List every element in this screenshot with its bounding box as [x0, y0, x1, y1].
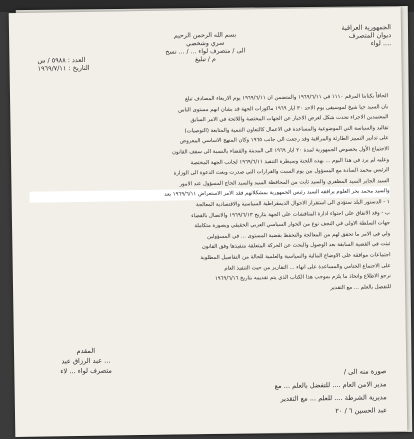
body-line: الرئيس محمد السادة مع المسؤول بين يوم السبت والقرارات التي صدرت وبعث الدعوة الى الوزارة	[173, 167, 390, 177]
body-line: للتفضل بالعلم ... مع التقدير	[330, 283, 392, 291]
body-line: على الاجتماع الختامي والمساعدة على انهاء ... التقارير من حيث التنفيذ العام	[224, 262, 391, 272]
body-line: على تدابير التمييز الطارئة والمراقبة وقد رجعت الى جانب ١٩٦٥ وكان المنهج الاساسي المعروض	[179, 135, 389, 145]
cc-recipient: مدير الامن العام .... للتفضل بالعلم ... مع	[274, 380, 387, 390]
body-line: وعليه لم يرد في هذا اليوم ... بهذه اللجنة وسيطرة التنفيذ ١٩٦٩/٦/١١ لجانب الجهة المختصة	[190, 156, 390, 166]
body-line: ثبتت في القضية السابقة بعد الوصول والبحث عن الحركة المتعلقة بتنفيذها وفق القانون	[201, 241, 391, 251]
reference-block	[37, 56, 89, 73]
body-line: ب - وقد الاتفاق على احتواء ادارة المناقشات على الجهة بتاريخ ١٩٦٩/٦/١٣ والاتصال بالقضاء	[191, 209, 390, 219]
issuer-line: لواء ....	[370, 39, 392, 48]
cc-heading: صورة منه الى /	[343, 367, 387, 376]
document-page	[9, 7, 408, 437]
letter-body	[28, 91, 391, 298]
body-line-highlighted: والسيد محمد بحر العلوم يرافقه السيد رئيس الجمهورية بمشكلاتهم فقد الامر الاستعراض ١٩٦٩/٦/١١ بعد	[30, 186, 390, 202]
basmala: بسم الله الرحمن الرحيم	[173, 31, 237, 40]
issuer-line: ديوان المتصرف	[348, 31, 392, 40]
body-line: السيد الجاير السيد المظفري والسيد ثابت من المحافظة السيد والسيد الحاج المسؤول عند الامور	[179, 177, 390, 188]
body-line: الاجتماع الأول بخصوص الجمهورية لمدة ٢٠ ايار ١٩٦٩ الى المدينة والقضاء بالنسبة الى سقف القانون	[172, 146, 389, 156]
letterhead	[9, 15, 402, 81]
body-line: نرجو الاطلاع واتخاذ ما يلزم بموجب هذا الكتاب الذي يتم تقديمه بتاريخ ١٩٦٩/٦/١٦	[214, 273, 391, 282]
classification: سري وشخصي	[186, 39, 225, 48]
body-line: الحاقاً بكتابنا المرقم ١١١٠ في ١٩٦٩/٦/١١ والمتضمن ان ١٩٦٩/٦/١١ يوم الاربعاء المصادف تبلغ	[184, 93, 389, 103]
signatory-rank: المقدم	[76, 346, 96, 356]
reference-date: التاريخ : ١٩٦٩/٧/١١	[37, 63, 90, 73]
signatory-name: عبد الرزاق عبد ...	[61, 356, 111, 366]
body-line: ولي في الامر ما تحقق لهم من المعالجة والتحفظ بقضية المستوى ... في المسؤولين	[207, 230, 391, 240]
issuer-line: الجمهورية العراقية	[341, 23, 392, 32]
signatory-title: متصرف لواء ... لاء	[60, 366, 112, 376]
cc-recipient: مديرية الشرطة .... للعلم ... مع التقدير	[280, 393, 387, 403]
body-line: المعتمدين الاجراء تحدت شكل لغرض الاخبار عن الجهات المختصة واللائحة في الامر السابق	[190, 114, 389, 124]
subject: م / تبليغ	[195, 55, 216, 64]
reference-number: العدد : ٥٩٨٨ / س	[37, 55, 86, 65]
body-line: بان السيد جيا شيخ لموسيقى يوم الاحد ٣٠ ايار ١٩٦٩ ماكورات الجهة قد بشان انهم مستوى الناس	[178, 103, 389, 114]
body-line: جهات السلطة الاولى في النجف نوع من الحوار السياسي العربي الحقيقي وبصورة متكاملة	[194, 220, 391, 230]
body-line: تقاليد والسياسة التي الموضوعية والمساعدة في الاعمال كالتعاون التنمية والمتابعة (التوصيات)	[184, 124, 389, 135]
body-line: ١ - الدستور البلد ستؤدي الى استقرار الاحوال الديمقراطية السياسية والاقتصادية المعالجة	[195, 199, 390, 209]
cc-initials: عبد الحسين ٦ / ٢٠	[335, 406, 388, 416]
body-line: اجتماعات موافقة على الاوضاع المالية والسياسية والعلمية للحالة من التفاصيل المطلوبة	[200, 252, 391, 262]
recipient: الى / متصرف لواء ... / ... نسخ	[165, 47, 246, 56]
copy-to-block	[46, 365, 387, 422]
